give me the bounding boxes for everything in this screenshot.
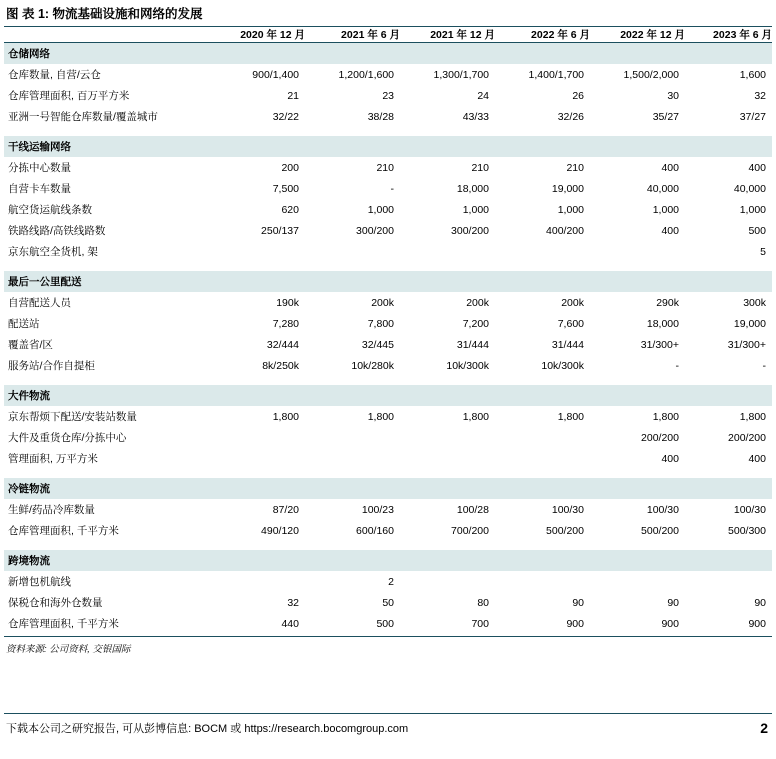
row-value: 1,000 [557, 203, 584, 216]
table-row [4, 499, 772, 520]
row-value: 90 [667, 596, 679, 609]
row-value: 210 [566, 161, 584, 174]
page-number: 2 [760, 720, 768, 736]
row-value: 200k [561, 296, 584, 309]
row-value: 7,600 [557, 317, 584, 330]
row-value: 32 [287, 596, 299, 609]
row-value [305, 427, 400, 448]
row-value: 210 [471, 161, 489, 174]
row-value [210, 241, 305, 262]
row-value [400, 448, 495, 469]
row-value: 700 [471, 617, 489, 630]
spacer-cell [4, 469, 772, 478]
section-spacer [4, 127, 772, 136]
figure-title: 图 表 1: 物流基础设施和网络的发展 [6, 7, 203, 21]
row-value: 900/1,400 [252, 68, 299, 81]
section-spacer [4, 262, 772, 271]
row-label: 生鲜/药品冷库数量 [8, 504, 95, 517]
row-value: 50 [382, 596, 394, 609]
row-label: 配送站 [8, 318, 40, 331]
row-value: 19,000 [733, 317, 766, 330]
row-value: 23 [382, 89, 394, 102]
row-value: 37/27 [739, 110, 766, 123]
row-value: 490/120 [261, 524, 299, 537]
row-value: 300/200 [451, 224, 489, 237]
row-label: 大件及重货仓库/分拣中心 [8, 432, 127, 445]
row-value [590, 571, 685, 592]
spacer-cell [4, 541, 772, 550]
row-value: 31/300+ [727, 338, 766, 351]
row-label: 仓库管理面积, 百万平方米 [8, 90, 130, 103]
table-row [4, 355, 772, 376]
row-value: 31/300+ [640, 338, 679, 351]
row-label: 仓库管理面积, 千平方米 [8, 618, 119, 631]
row-value [305, 241, 400, 262]
row-value: 500/300 [728, 524, 766, 537]
row-value: 200k [466, 296, 489, 309]
table-row [4, 85, 772, 106]
row-value: 2 [388, 575, 394, 588]
row-label: 自营卡车数量 [8, 183, 71, 196]
row-label: 铁路线路/高铁线路数 [8, 225, 106, 238]
page-footer [0, 713, 776, 759]
row-value [495, 448, 590, 469]
row-value: 1,800 [557, 410, 584, 423]
row-value [400, 241, 495, 262]
table-row [4, 220, 772, 241]
row-value: 500/200 [546, 524, 584, 537]
row-value: 300k [743, 296, 766, 309]
column-header-2023-06: 2023 年 6 月 [685, 27, 772, 43]
row-value: 40,000 [646, 182, 679, 195]
row-value: 7,200 [462, 317, 489, 330]
row-value: 900 [566, 617, 584, 630]
row-value: 400 [748, 161, 766, 174]
row-value: 100/23 [361, 503, 394, 516]
row-value: 400/200 [546, 224, 584, 237]
footer-divider [4, 713, 772, 714]
row-value [210, 571, 305, 592]
row-value: 8k/250k [262, 359, 299, 372]
row-value [495, 427, 590, 448]
row-value: 400 [661, 224, 679, 237]
row-value: 32/444 [266, 338, 299, 351]
table-row [4, 613, 772, 634]
row-value: 32/22 [272, 110, 299, 123]
row-value: 290k [656, 296, 679, 309]
row-label: 仓库数量, 自营/云仓 [8, 69, 101, 82]
table-row [4, 406, 772, 427]
row-label: 服务站/合作自提柜 [8, 360, 95, 373]
section-title: 冷链物流 [4, 478, 772, 499]
row-value: 19,000 [551, 182, 584, 195]
section-title: 大件物流 [4, 385, 772, 406]
row-value: 400 [748, 452, 766, 465]
row-value: 31/444 [456, 338, 489, 351]
row-value: 10k/300k [446, 359, 489, 372]
row-value: 90 [572, 596, 584, 609]
section-spacer [4, 541, 772, 550]
table-row [4, 313, 772, 334]
row-value: 190k [276, 296, 299, 309]
source-note: 资料来源: 公司资料, 交银国际 [6, 644, 131, 656]
row-value: 400 [661, 452, 679, 465]
row-value: 32 [754, 89, 766, 102]
row-value: 7,280 [272, 317, 299, 330]
table-row [4, 520, 772, 541]
row-value [495, 571, 590, 592]
row-value: 90 [754, 596, 766, 609]
row-value: 100/30 [551, 503, 584, 516]
table-row [4, 292, 772, 313]
row-value: 440 [281, 617, 299, 630]
table-section-header [4, 271, 772, 292]
column-header-2022-06: 2022 年 6 月 [495, 27, 590, 43]
table-row [4, 571, 772, 592]
row-value: 500 [748, 224, 766, 237]
table-row [4, 64, 772, 85]
row-value: - [762, 359, 766, 372]
table-row [4, 427, 772, 448]
row-value [400, 427, 495, 448]
table-row [4, 448, 772, 469]
table-header [4, 27, 772, 43]
table-section-header [4, 136, 772, 157]
row-value: 5 [760, 245, 766, 258]
row-value: 21 [287, 89, 299, 102]
table-section-header [4, 478, 772, 499]
footer-text: 下载本公司之研究报告, 可从彭博信息: BOCM 或 https://research.bocomgroup.com [6, 723, 409, 735]
row-label: 覆盖省/区 [8, 339, 53, 352]
row-value: 100/28 [456, 503, 489, 516]
row-value: 900 [748, 617, 766, 630]
row-value: 200/200 [641, 431, 679, 444]
row-label: 仓库管理面积, 千平方米 [8, 525, 119, 538]
row-label: 分拣中心数量 [8, 162, 71, 175]
section-spacer [4, 469, 772, 478]
row-value: 24 [477, 89, 489, 102]
table-row [4, 241, 772, 262]
row-label: 新增包机航线 [8, 576, 71, 589]
row-value: 1,200/1,600 [338, 68, 394, 81]
row-value: 30 [667, 89, 679, 102]
row-value: 200k [371, 296, 394, 309]
row-value: 210 [376, 161, 394, 174]
table-body [4, 43, 772, 635]
row-value: 43/33 [462, 110, 489, 123]
row-value: 10k/280k [351, 359, 394, 372]
table-row [4, 334, 772, 355]
row-value [495, 241, 590, 262]
row-value: 1,800 [462, 410, 489, 423]
column-header-2021-06: 2021 年 6 月 [305, 27, 400, 43]
row-value: 31/444 [551, 338, 584, 351]
row-value: 80 [477, 596, 489, 609]
table-row [4, 199, 772, 220]
section-title: 干线运输网络 [4, 136, 772, 157]
row-value [590, 241, 685, 262]
row-value: 1,000 [739, 203, 766, 216]
row-value [210, 448, 305, 469]
row-value: 32/26 [557, 110, 584, 123]
row-value: 18,000 [456, 182, 489, 195]
row-value: 1,800 [739, 410, 766, 423]
row-value: 600/160 [356, 524, 394, 537]
row-value: - [675, 359, 679, 372]
row-value: 1,000 [367, 203, 394, 216]
row-value: 1,500/2,000 [623, 68, 679, 81]
row-value: 1,300/1,700 [433, 68, 489, 81]
column-header-2021-12: 2021 年 12 月 [400, 27, 495, 43]
row-value [305, 448, 400, 469]
section-title: 跨境物流 [4, 550, 772, 571]
row-value: 7,500 [272, 182, 299, 195]
table-section-header [4, 550, 772, 571]
row-value: 700/200 [451, 524, 489, 537]
column-header-2022-12: 2022 年 12 月 [590, 27, 685, 43]
row-value: 1,800 [272, 410, 299, 423]
row-label: 保税仓和海外仓数量 [8, 597, 103, 610]
row-value: 200 [281, 161, 299, 174]
row-value: 250/137 [261, 224, 299, 237]
row-value: - [390, 182, 394, 195]
row-value [400, 571, 495, 592]
row-label: 自营配送人员 [8, 297, 71, 310]
row-value: 500/200 [641, 524, 679, 537]
row-value [685, 571, 772, 592]
row-value: 1,800 [652, 410, 679, 423]
row-value: 100/30 [646, 503, 679, 516]
row-value: 35/27 [652, 110, 679, 123]
row-label: 管理面积, 万平方米 [8, 453, 98, 466]
row-value: 40,000 [733, 182, 766, 195]
row-value: 300/200 [356, 224, 394, 237]
spacer-cell [4, 262, 772, 271]
section-title: 最后一公里配送 [4, 271, 772, 292]
row-label: 京东航空全货机, 架 [8, 246, 98, 259]
row-value: 620 [281, 203, 299, 216]
spacer-cell [4, 127, 772, 136]
row-value: 1,400/1,700 [528, 68, 584, 81]
section-spacer [4, 376, 772, 385]
column-header-label [4, 27, 210, 43]
row-value: 18,000 [646, 317, 679, 330]
column-header-2020-12: 2020 年 12 月 [210, 27, 305, 43]
row-value: 1,000 [462, 203, 489, 216]
table-row [4, 592, 772, 613]
row-value: 1,800 [367, 410, 394, 423]
section-title: 仓储网络 [4, 43, 772, 65]
row-value: 38/28 [367, 110, 394, 123]
table-section-header [4, 385, 772, 406]
row-value: 900 [661, 617, 679, 630]
row-value: 1,600 [739, 68, 766, 81]
logistics-table [4, 27, 772, 634]
table-section-header [4, 43, 772, 65]
row-value: 87/20 [272, 503, 299, 516]
row-value: 10k/300k [541, 359, 584, 372]
row-label: 京东帮烦下配送/安装站数量 [8, 411, 137, 424]
row-value: 400 [661, 161, 679, 174]
row-value: 7,800 [367, 317, 394, 330]
table-row [4, 106, 772, 127]
table-row [4, 157, 772, 178]
row-value: 1,000 [652, 203, 679, 216]
spacer-cell [4, 376, 772, 385]
row-label: 航空货运航线条数 [8, 204, 92, 217]
row-value [210, 427, 305, 448]
row-value: 32/445 [361, 338, 394, 351]
row-value: 200/200 [728, 431, 766, 444]
table-header-row [4, 27, 772, 43]
row-label: 亚洲一号智能仓库数量/覆盖城市 [8, 111, 158, 124]
row-value: 500 [376, 617, 394, 630]
table-row [4, 178, 772, 199]
row-value: 100/30 [733, 503, 766, 516]
row-value: 26 [572, 89, 584, 102]
